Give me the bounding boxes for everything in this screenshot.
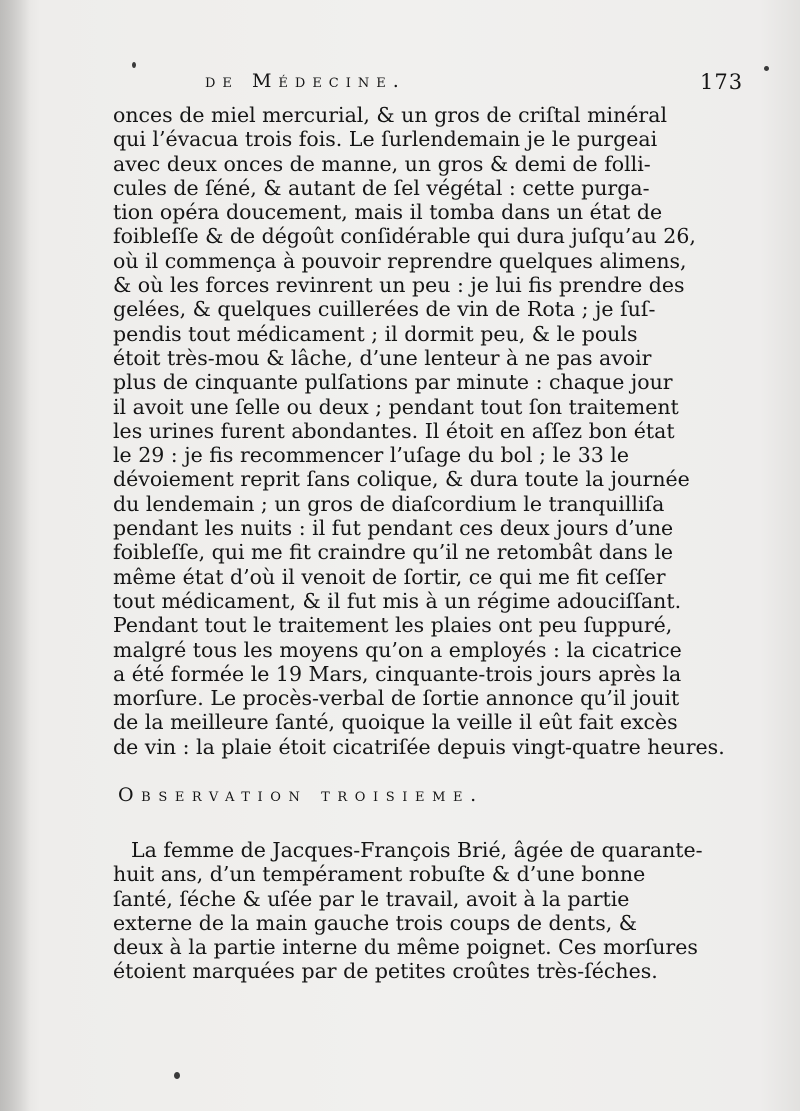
text-line: tout médicament, & il fut mis à un régime adouciſſant.	[113, 588, 682, 613]
text-line: il avoit une ſelle ou deux ; pendant tout ſon traitement	[113, 394, 679, 419]
text-line: étoient marquées par de petites croûtes très-ſéches.	[113, 959, 658, 984]
page-number: 173	[700, 70, 744, 94]
text-line: cules de ſéné, & autant de ſel végétal : cette purga-	[113, 175, 650, 200]
text-line: pendis tout médicament ; il dormit peu, & le pouls	[113, 321, 638, 346]
text-line: plus de cinquante pulſations par minute : chaque jour	[113, 370, 673, 395]
text-line: le 29 : je fis recommencer l’uſage du bol ; le 33 le	[113, 443, 629, 468]
text-line: malgré tous les moyens qu’on a employés : la cicatrice	[113, 637, 682, 662]
text-line: foibleſſe & de dégoût conſidérable qui dura juſqu’au 26,	[113, 224, 696, 249]
text-line: du lendemain ; un gros de diaſcordium le tranquilliſa	[113, 491, 665, 516]
text-line: pendant les nuits : il fut pendant ces deux jours d’une	[113, 516, 674, 541]
text-line: foibleſſe, qui me fit craindre qu’il ne retombât dans le	[113, 540, 674, 565]
text-line: externe de la main gauche trois coups de dents, &	[113, 910, 638, 935]
text-line: avec deux onces de manne, un gros & demi de folli-	[113, 151, 651, 176]
text-line: huit ans, d’un tempérament robuſte & d’une bonne	[113, 862, 646, 887]
text-line: gelées, & quelques cuillerées de vin de Rota ; je ſuſ-	[113, 297, 656, 322]
running-title: de Médecine.	[205, 70, 406, 92]
body-paragraph	[113, 103, 725, 759]
text-line: qui l’évacua trois fois. Le ſurlendemain je le purgeai	[113, 127, 658, 152]
ink-speck	[764, 66, 769, 71]
text-line: morſure. Le procès-verbal de ſortie annonce qu’il jouit	[113, 686, 680, 711]
ink-speck	[174, 1072, 180, 1079]
text-line: dévoiement reprit ſans colique, & dura toute la journée	[113, 467, 690, 492]
text-line: ſanté, ſéche & uſée par le travail, avoit à la partie	[113, 886, 630, 911]
ink-speck	[132, 62, 136, 68]
text-line: Pendant tout le traitement les plaies ont peu ſuppuré,	[113, 613, 673, 638]
text-line: La femme de Jacques-François Brié, âgée de quarante-	[131, 838, 703, 862]
text-line: de la meilleure ſanté, quoique la veille il eût fait excès	[113, 710, 678, 735]
text-line: & où les forces revinrent un peu : je lui fis prendre des	[113, 273, 685, 298]
section-heading: Observation troisieme.	[118, 784, 484, 806]
text-line: étoit très-mou & lâche, d’une lenteur à ne pas avoir	[113, 345, 652, 370]
page-gutter-shadow	[0, 0, 30, 1111]
text-line: onces de miel mercurial, & un gros de criſtal minéral	[113, 103, 668, 127]
text-line: de vin : la plaie étoit cicatriſée depuis vingt-quatre heures.	[113, 734, 725, 759]
text-line: où il commença à pouvoir reprendre quelques alimens,	[113, 248, 687, 273]
text-line: même état d’où il venoit de ſortir, ce qui me fit ceſſer	[113, 564, 666, 589]
section-paragraph	[113, 838, 703, 984]
text-line: tion opéra doucement, mais il tomba dans un état de	[113, 200, 663, 225]
text-line: les urines furent abondantes. Il étoit en aſſez bon état	[113, 418, 675, 443]
text-line: a été formée le 19 Mars, cinquante-trois jours après la	[113, 661, 682, 686]
text-line: deux à la partie interne du même poignet. Ces morſures	[113, 935, 698, 960]
